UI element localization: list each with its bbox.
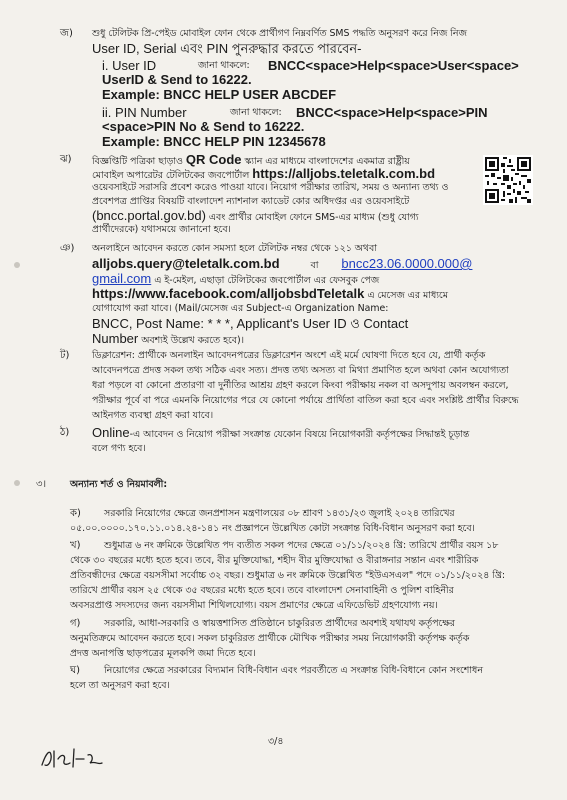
item-marker-nya: ঞ) (60, 243, 75, 254)
jha-line-5b: এবং প্রার্থীর মোবাইল ফোনে SMS-এর মাধ্যম (শুধু যোগ্য (208, 212, 419, 223)
kha-line-3: প্রতিবন্ধীদের ক্ষেত্রে বয়সসীমা সর্বোচ্চ ৩২ বছর। শুধুমাত্র ৬ নং ক্রমিকে উল্লেখিত "ইউএসএল" পদে ০১/১১/২০২৪ খ্রি: (70, 570, 506, 581)
nya-line-5: যোগাযোগ করা যাবে। (Mail/মেসেজ এর Subject-এ Organization Name: (92, 303, 389, 314)
nya-line-4b: এ মেসেজ এর মাধ্যমে (367, 290, 448, 301)
jha-line-6: প্রার্থীদেরকে) যথাসময়ে জানানো হবে। (92, 224, 231, 235)
nya-number: Number (92, 331, 139, 346)
section-3-number: ৩। (36, 479, 47, 490)
ga-line-1: সরকারি, আধা-সরকারি ও স্বায়ত্তশাসিত প্রতিষ্ঠানে চাকুরিরত প্রার্থীদের অবশ্যই যথাযথ কর্তৃপক্ষের (104, 618, 455, 629)
ka-line-1: সরকারি নিয়োগের ক্ষেত্রে জনপ্রশাসন মন্ত্রণালয়ের ০৮ শ্রাবণ ১৪৩১/২৩ জুলাই ২০২৪ তারিখের (104, 508, 455, 519)
gmail-link[interactable]: gmail.com (92, 271, 152, 286)
ja-ii-command-1: BNCC<space>Help<space>PIN (296, 105, 488, 120)
ga-line-3: প্রদত্ত অনাপত্তি ছাড়পত্রের মূলকপি জমা দিতে হবে। (70, 648, 256, 659)
ja-ii-example (102, 135, 326, 149)
nya-line-6 (92, 317, 408, 333)
kha-line-4: তারিখে প্রার্থীর বয়স ২৫ থেকে ৩৫ বছরের মধ্যে হতে হবে। তবে বাংলাদেশ সেনাবাহিনী ও পুলিশ বাহিনীর (70, 585, 454, 596)
jha-line-3: ওয়েবসাইটে সরাসরি প্রবেশ করেও পাওয়া যাবে। নিয়োগ পরীক্ষার তারিখ, সময় ও অন্যান্য তথ্য ও (92, 182, 449, 193)
alljobs-query-email[interactable]: alljobs.query@teletalk.com.bd (92, 256, 280, 271)
item-marker-tha: ঠ) (60, 427, 70, 438)
ta-line-4: পরীক্ষার পূর্বে বা পরে এমনকি নিয়োগের পরে যে কোনো পর্যায়ে প্রার্থিতা বাতিল করা হবে এবং সংশ্লিষ্ট প্রার্থীর বিরুদ্ধে (92, 395, 519, 406)
item-marker-ka: ক) (70, 508, 81, 519)
kha-line-2: থেকে ৩০ বছরের মধ্যে হতে হবে। তবে, বীর মুক্তিযোদ্ধা, শহীদ বীর মুক্তিযোদ্ধা ও বীরাঙ্গনার সন্তান এবং শারীরিক (70, 555, 479, 566)
gha-line-1: নিয়োগের ক্ষেত্রে সরকারের বিদ্যমান বিধি-বিধান এবং পরবর্তীতে এ সংক্রান্ত বিধি-বিধানে কোন সংশোধন (104, 665, 483, 676)
tha-line-1b: -এ আবেদন ও নিয়োগ পরীক্ষা সংক্রান্ত যেকোন বিষয়ে নিয়োগকারী কর্তৃপক্ষের সিদ্ধান্তই চূড়ান্ত (129, 429, 470, 440)
tha-line-2: বলে গণ্য হবে। (92, 443, 146, 454)
page-number: ৩/৪ (268, 736, 284, 747)
ga-line-2: অনুমতিক্রমে আবেদন করতে হবে। সকল চাকুরিরত প্রার্থীকে মৌখিক পরীক্ষার সময় নিয়োগকারী কর্তৃপক্ষ কর্তৃক (70, 633, 470, 644)
bncc-portal-url[interactable]: (bncc.portal.gov.bd) (92, 208, 206, 223)
punch-hole-mark (14, 262, 20, 268)
qr-code-icon (483, 155, 533, 205)
ja-ii-known: জানা থাকলে: (230, 107, 282, 118)
ta-line-2: আবেদনপত্রে প্রদত্ত সকল তথ্য সঠিক এবং সত্য। প্রদত্ত তথ্য অসত্য বা মিথ্যা প্রমাণিত হলে অথবা কোন অযোগ্যতা (92, 365, 509, 376)
ja-i-command-1: BNCC<space>Help<space>User<space> (268, 58, 519, 73)
facebook-page-url[interactable]: https://www.facebook.com/alljobsbdTeletalk (92, 286, 365, 301)
kha-line-1: শুধুমাত্র ৬ নং ক্রমিকে উল্লেখিত পদ ব্যতীত সকল পদের ক্ষেত্রে ০১/১১/২০২৪ খ্রি: তারিখে প্রার্থীর বয়স ১৮ (104, 540, 499, 551)
ja-i-example-text: Example: BNCC HELP USER ABCDEF (102, 87, 337, 102)
tha-line-1 (92, 426, 469, 442)
ja-line-2 (92, 42, 362, 58)
ja-line-2-text: User ID, Serial এবং PIN পুনরুদ্ধার করতে পারবেন- (92, 41, 362, 56)
ja-ii-example-text: Example: BNCC HELP PIN 12345678 (102, 134, 326, 149)
ja-ii-label: ii. PIN Number (102, 105, 187, 120)
item-marker-kha: খ) (70, 540, 81, 551)
qr-code-label: QR Code (185, 152, 242, 167)
jha-line-4: প্রবেশপত্র প্রাপ্তির বিষয়টি বাংলাদেশ ন্যাশনাল ক্যাডেট কোর অধিদপ্তর এর ওয়েবসাইটে (92, 196, 410, 207)
nya-or: বা (310, 260, 319, 271)
ta-line-1: ডিক্লারেশন: প্রার্থীকে অনলাইন আবেদনপত্রের ডিক্লারেশন অংশে এই মর্মে ঘোষণা দিতে হবে যে, প্রার্থী কর্তৃক (92, 350, 486, 361)
alljobs-url[interactable]: https://alljobs.teletalk.com.bd (252, 166, 436, 181)
ja-line-1: শুধু টেলিটক প্রি-পেইড মোবাইল ফোন থেকে প্রার্থীগণ নিম্নবর্ণিত SMS পদ্ধতি অনুসরণ করে নিজ নিজ (92, 28, 467, 39)
ta-line-3: ধরা পড়লে বা কোনো প্রতারণা বা দুর্নীতির আশ্রয় গ্রহণ করলে কিংবা পরীক্ষায় নকল বা অসদুপায় অবলম্বন করলে, (92, 380, 509, 391)
ja-i-example (102, 88, 336, 102)
ja-i-label: i. User ID (102, 58, 157, 73)
nya-line-3b: এ ই-মেইল, এছাড়া টেলিটকের জবপোর্টাল এর ফেসবুক পেজ (154, 275, 380, 286)
ja-ii-command-2: <space>PIN No & Send to 16222. (102, 119, 305, 134)
item-marker-ga: গ) (70, 618, 81, 629)
tha-online: Online (92, 425, 130, 440)
signature-mark (36, 745, 106, 771)
ja-i-command-2: UserID & Send to 16222. (102, 72, 252, 87)
item-marker-ta: ট) (60, 350, 70, 361)
punch-hole-mark (14, 480, 20, 486)
jha-line-2a: মোবাইল অপারেটর টেলিটকের জবপোর্টাল (92, 170, 250, 181)
item-marker-ja: জ) (60, 28, 73, 39)
kha-line-5: অবসরপ্রাপ্ত সদস্যদের জন্য বয়সসীমা শিথিলযোগ্য। বয়স প্রমাণের ক্ষেত্রে এফিডেভিট গ্রহণযোগ্য নয়। (70, 600, 438, 611)
jha-line-1a: বিজ্ঞপ্তিটি পত্রিকা ছাড়াও (92, 156, 183, 167)
nya-line-7b: অবশ্যই উল্লেখ করতে হবে)। (141, 335, 244, 346)
ka-line-2: ০৫.০০.০০০০.১৭০.১১.০১৪.২৪-১৪১ নং প্রজ্ঞাপনে উল্লেখিত কোটা সংক্রান্ত বিধি-বিধান অনুসরণ করা হবে। (70, 523, 475, 534)
ja-i-known: জানা থাকলে: (198, 60, 250, 71)
gha-line-2: হলে তা অনুসরণ করা হবে। (70, 680, 170, 691)
jha-line-1c: স্ক্যান এর মাধ্যমে বাংলাদেশের একমাত্র রাষ্ট্রীয় (244, 156, 410, 167)
nya-line-7 (92, 332, 244, 348)
nya-line-4 (92, 287, 448, 303)
ta-line-5: আইনগত ব্যবস্থা গ্রহণ করা যাবে। (92, 410, 214, 421)
item-marker-gha: ঘ) (70, 665, 81, 676)
item-marker-jha: ঝ) (60, 154, 72, 165)
bncc-email-link[interactable]: bncc23.06.0000.000@ (341, 256, 473, 271)
section-3-heading: অন্যান্য শর্ত ও নিয়মাবলী: (70, 479, 168, 490)
nya-line-1: অনলাইনে আবেদন করতে কোন সমস্যা হলে টেলিটক নম্বর থেকে ১২১ অথবা (92, 243, 377, 254)
nya-line-6-text: BNCC, Post Name: * * *, Applicant's User ID ও Contact (92, 316, 409, 331)
